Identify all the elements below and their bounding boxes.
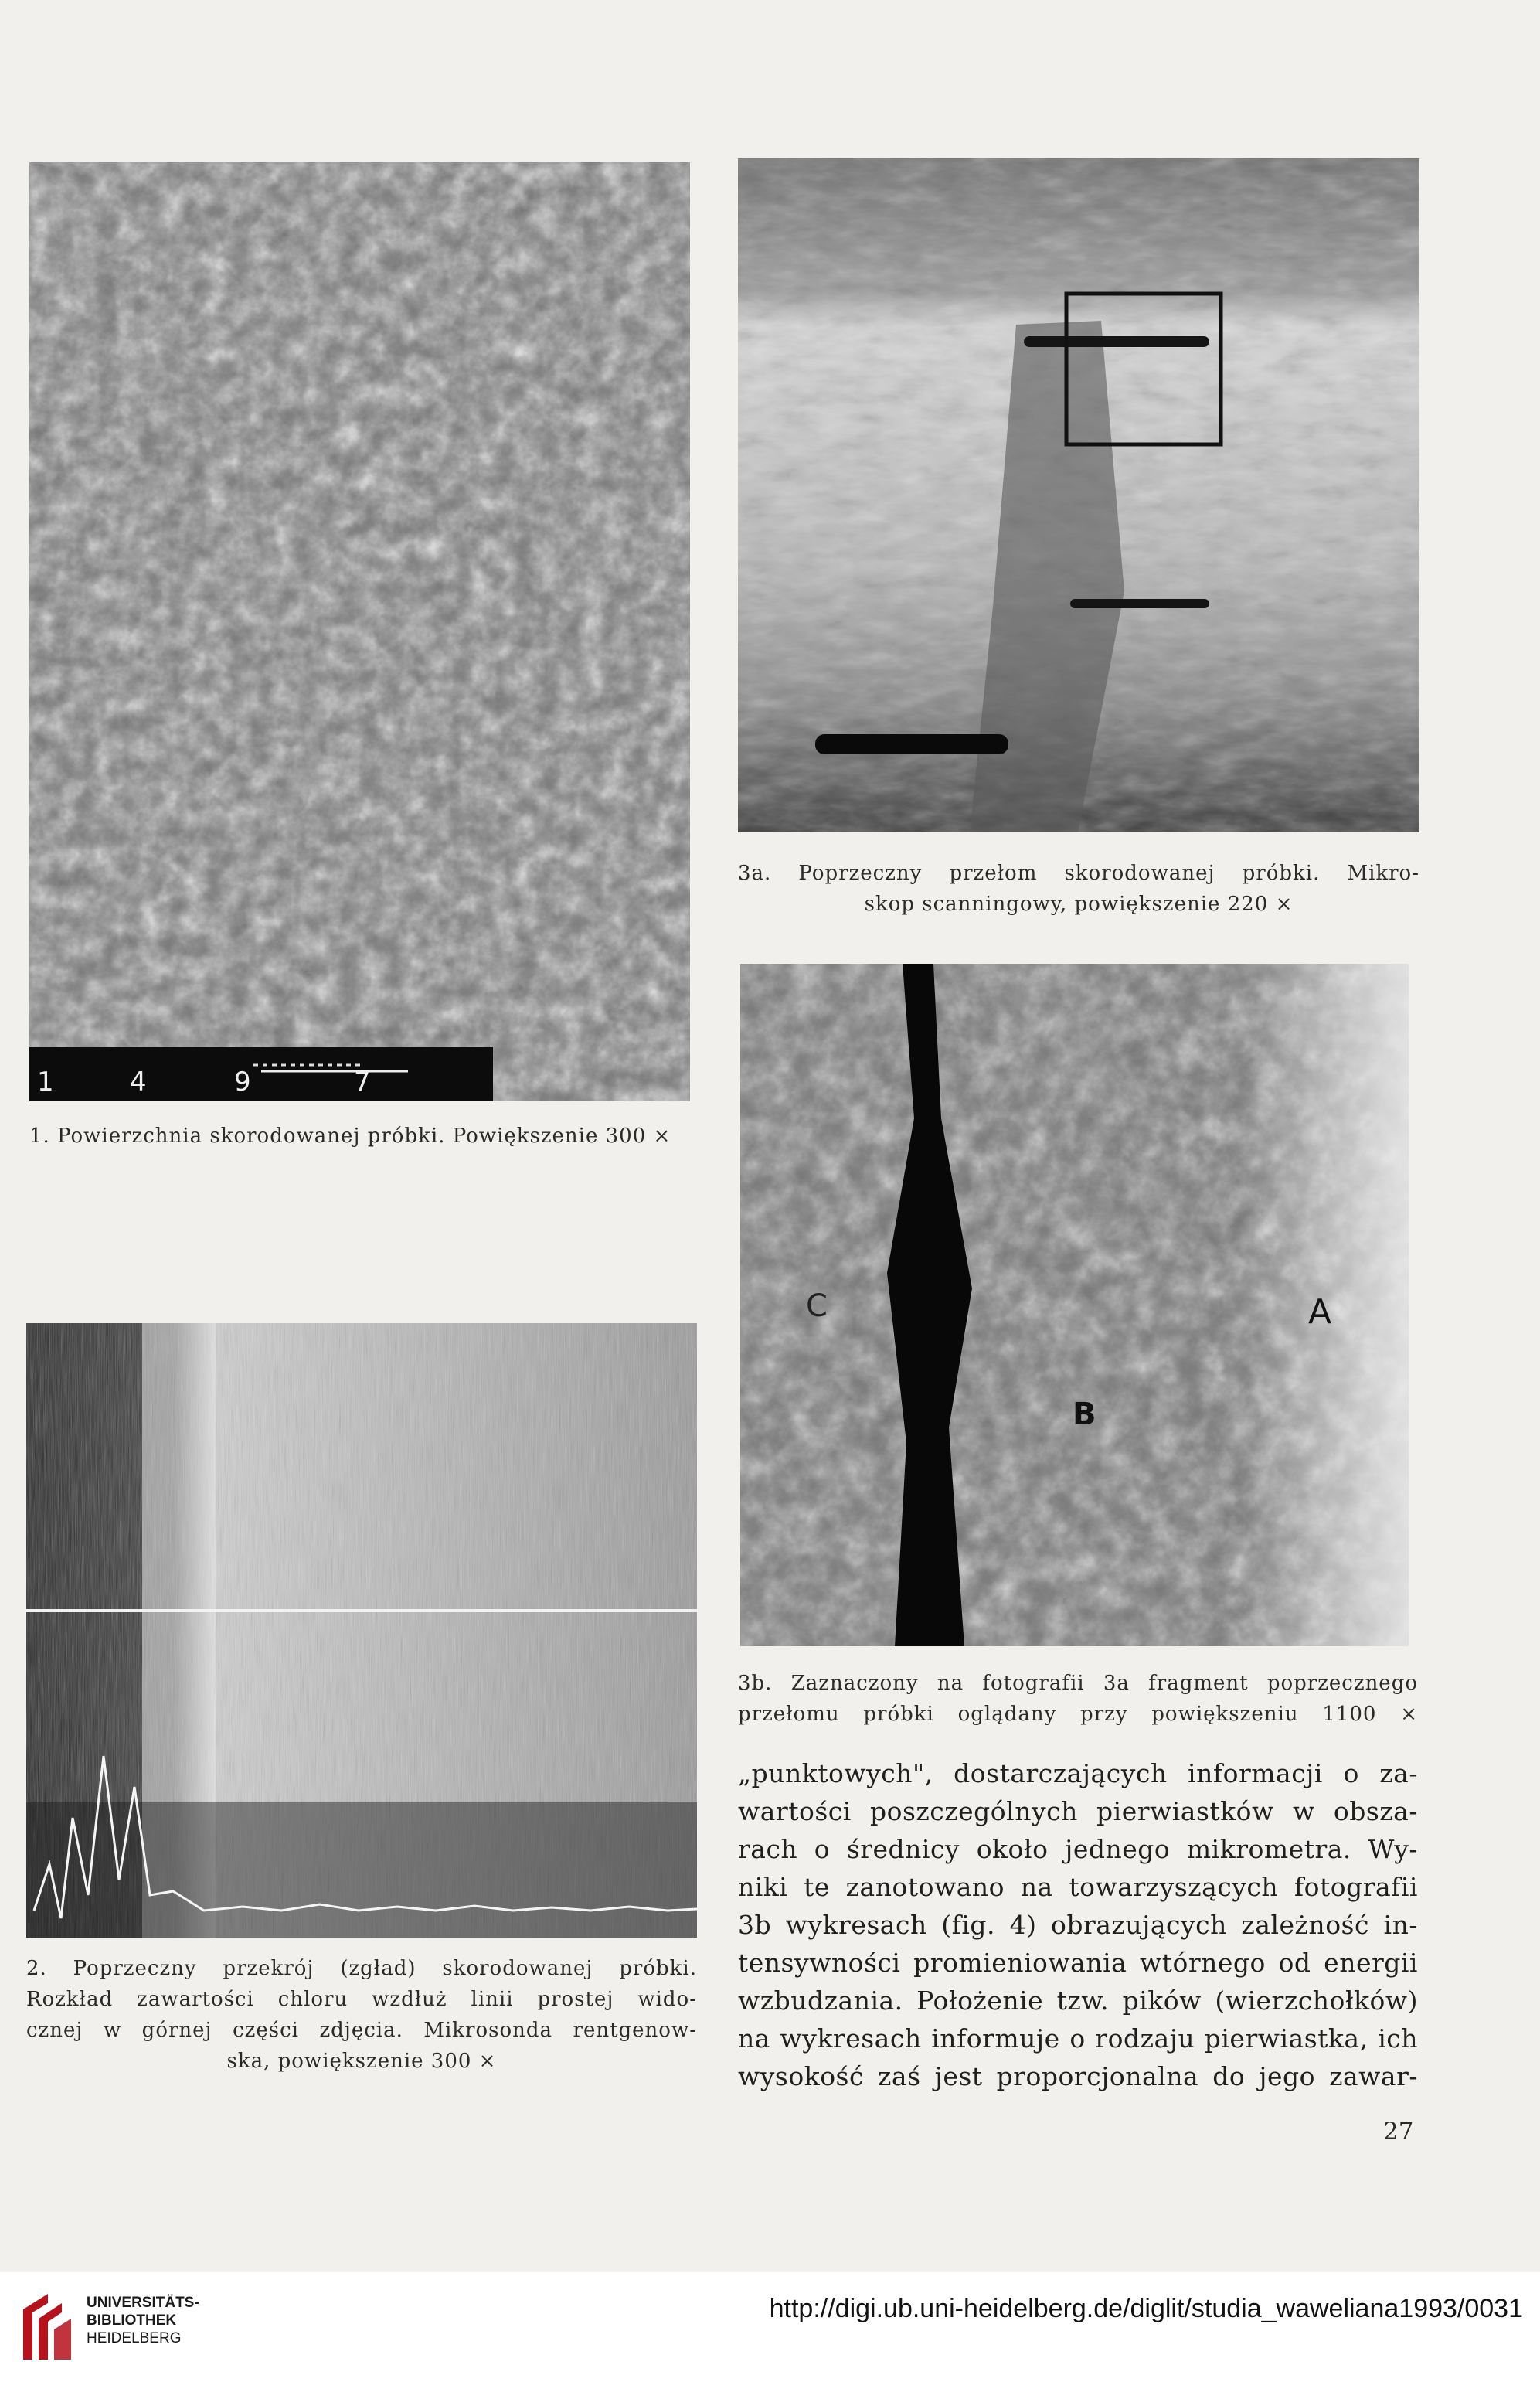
footer-bar: [0, 2272, 1540, 2382]
marker-label-c: C: [806, 1288, 828, 1324]
scale-label: 4: [130, 1067, 147, 1097]
figure-3a-caption: 3a. Poprzeczny przełom skorodowanej próbki. Mikro- skop scanningowy, powiększenie 220 ×: [738, 862, 1419, 916]
marker-label-a: A: [1308, 1292, 1332, 1332]
figure-1-caption: 1. Powierzchnia skorodowanej próbki. Powiększenie 300 ×: [29, 1125, 671, 1148]
figure-3a-photo: [738, 158, 1419, 832]
figure-2-photo: [26, 1323, 697, 1938]
figure-3b-photo: [740, 964, 1409, 1646]
body-text: „punktowych", dostarczających informacji o za- wartości poszczególnych pierwiastków w obsza- rach o średnicy około jednego mikrometra. Wy- niki te zanotowano na towarzyszących fotografii 3b wykresach (fig. 4) obrazujących zależność in- tensywności promieniowania wtórnego od energii wzbudzania. Położenie tzw. pików (wierzchołków) na wykresach informuje o rodzaju pierwiastka, ich wysokość zaś jest proporcjonalna do jego zawar-: [738, 1758, 1418, 2091]
library-logo-icon: [17, 2286, 75, 2363]
figure-2-caption: 2. Poprzeczny przekrój (zgład) skorodowanej próbki. Rozkład zawartości chloru wzdłuż linii prostej wido- cznej w górnej części zdjęcia. Mikrosonda rentgenow- ska, powiększenie 300 ×: [26, 1957, 697, 2073]
source-url-link[interactable]: http://digi.ub.uni-heidelberg.de/diglit/studia_waweliana1993/0031: [769, 2294, 1523, 2323]
marker-label-b: B: [1073, 1397, 1096, 1432]
scale-label: 1: [37, 1067, 54, 1097]
figure-3b-caption: 3b. Zaznaczony na fotografii 3a fragment poprzecznego przełomu próbki oglądany przy powiększeniu 1100 ×: [738, 1672, 1418, 1726]
library-name: UNIVERSITÄTS- BIBLIOTHEK HEIDELBERG: [87, 2295, 199, 2346]
scale-label: 9: [234, 1067, 251, 1097]
page-number: 27: [1383, 2118, 1414, 2146]
figure-1-photo: [29, 162, 690, 1101]
scale-label: 7: [354, 1067, 371, 1097]
